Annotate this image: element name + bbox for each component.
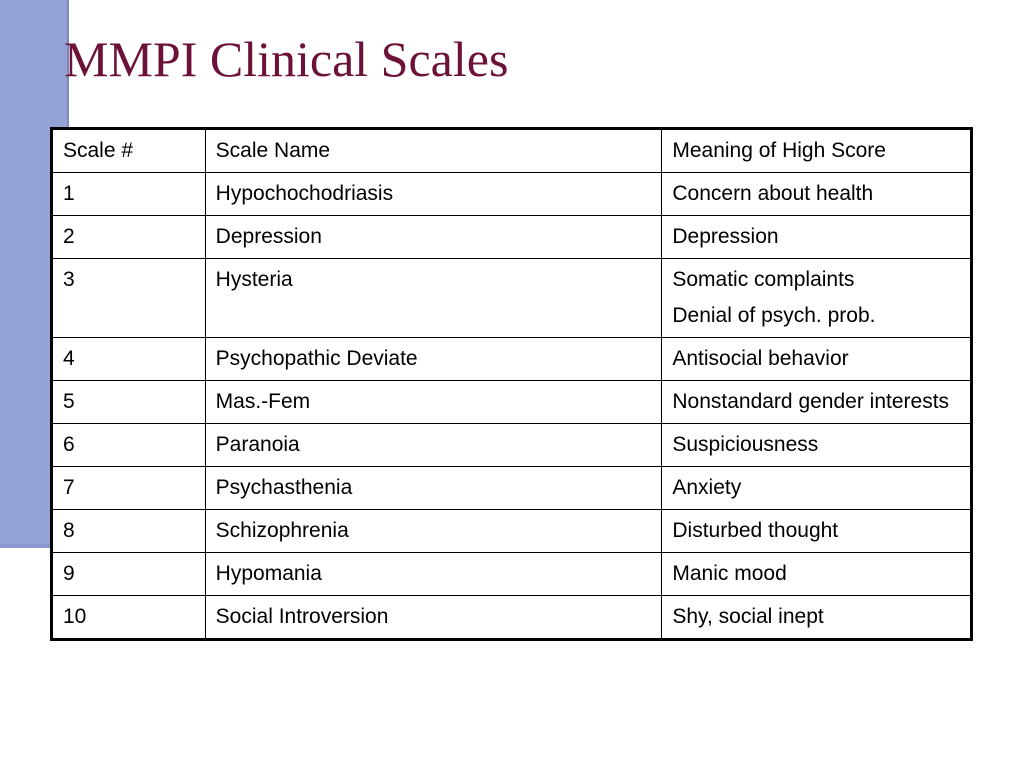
scale-name-cell: Hypomania <box>205 553 662 596</box>
meaning-line: Denial of psych. prob. <box>672 304 876 327</box>
scale-number-cell: 4 <box>52 338 206 381</box>
table-row <box>52 553 972 596</box>
table-row <box>52 216 972 259</box>
header-meaning: Meaning of High Score <box>662 129 972 173</box>
scale-number-cell: 3 <box>52 259 206 338</box>
scale-number-cell: 6 <box>52 424 206 467</box>
scale-number-cell: 8 <box>52 510 206 553</box>
table-row <box>52 596 972 640</box>
scale-name-cell: Mas.-Fem <box>205 381 662 424</box>
scale-name-cell: Depression <box>205 216 662 259</box>
meaning-line: Concern about health <box>672 182 874 205</box>
meaning-line: Suspiciousness <box>672 433 819 456</box>
meaning-cell <box>662 216 972 259</box>
table-row <box>52 338 972 381</box>
table-row <box>52 510 972 553</box>
scale-number-cell: 7 <box>52 467 206 510</box>
meaning-cell <box>662 553 972 596</box>
meaning-cell <box>662 596 972 640</box>
scale-name-cell: Schizophrenia <box>205 510 662 553</box>
scale-number-cell: 2 <box>52 216 206 259</box>
scale-number-cell: 1 <box>52 173 206 216</box>
meaning-line: Nonstandard gender interests <box>672 390 950 413</box>
meaning-cell <box>662 338 972 381</box>
meaning-cell <box>662 510 972 553</box>
table-row <box>52 424 972 467</box>
table-header-row <box>52 129 972 173</box>
table-row <box>52 467 972 510</box>
scales-table <box>50 127 973 641</box>
scale-number-cell: 9 <box>52 553 206 596</box>
scale-name-cell: Hysteria <box>205 259 662 338</box>
meaning-cell <box>662 424 972 467</box>
table-row <box>52 381 972 424</box>
slide-title: MMPI Clinical Scales <box>64 31 509 87</box>
meaning-cell <box>662 259 972 338</box>
scale-name-cell: Hypochochodriasis <box>205 173 662 216</box>
meaning-line: Manic mood <box>672 562 787 585</box>
meaning-cell <box>662 467 972 510</box>
meaning-line: Anxiety <box>672 476 742 499</box>
table-row <box>52 173 972 216</box>
meaning-line: Depression <box>672 225 779 248</box>
scale-name-cell: Paranoia <box>205 424 662 467</box>
meaning-line: Somatic complaints <box>672 268 855 291</box>
scale-name-cell: Psychasthenia <box>205 467 662 510</box>
table-row <box>52 259 972 338</box>
meaning-line: Shy, social inept <box>672 605 824 628</box>
meaning-cell <box>662 381 972 424</box>
scale-number-cell: 10 <box>52 596 206 640</box>
meaning-line: Antisocial behavior <box>672 347 849 370</box>
scale-name-cell: Psychopathic Deviate <box>205 338 662 381</box>
scale-number-cell: 5 <box>52 381 206 424</box>
meaning-line: Disturbed thought <box>672 519 839 542</box>
header-scale-name: Scale Name <box>205 129 662 173</box>
header-scale-number: Scale # <box>52 129 206 173</box>
scale-name-cell: Social Introversion <box>205 596 662 640</box>
meaning-cell <box>662 173 972 216</box>
